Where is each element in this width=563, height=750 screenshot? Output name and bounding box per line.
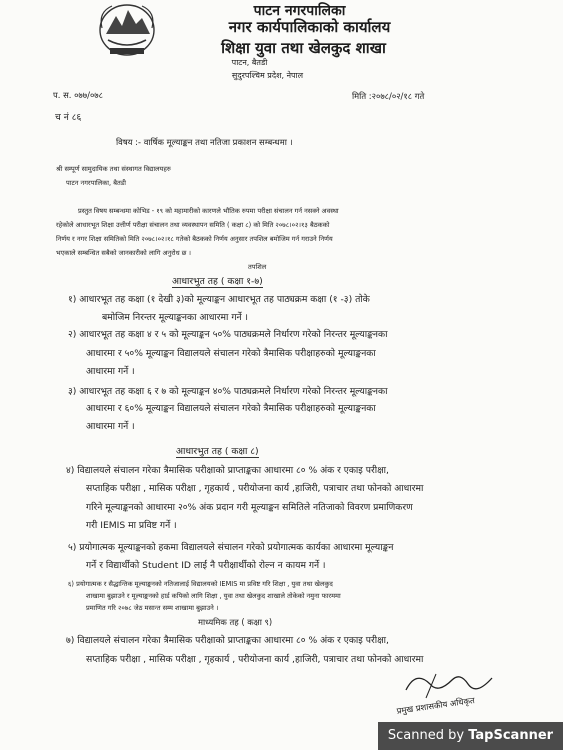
item-3-line-2: आधारमा र ६०% मूल्याङ्कन विद्यालयले संचालन गरेको त्रैमासिक परीक्षाहरुको मूल्याङ्कनका: [86, 403, 376, 414]
item-7-line-1: ७) विद्यालयले संचालन गरेका त्रैमासिक परीक्षाको प्राप्ताङ्कका आधारमा ८० % अंक र एकाइ परीक्षा,: [66, 635, 389, 646]
item-1-line-2: बमोजिम निरन्तर मूल्याङ्कनका आधारमा गर्ने ।: [102, 312, 249, 323]
section-name: शिक्षा युवा तथा खेलकुद शाखा: [221, 39, 386, 57]
intro-line-3: निर्णय र नगर शिक्षा समितिको मिति २०७८।०२।१८ गतेको बैठकको निर्णय अनुसार तपशिल बमोजिम गर्न गराउने निर्णय: [56, 235, 333, 243]
signatory-title: प्रमुख प्रशासकीय अधिकृत: [396, 695, 476, 716]
item-4-line-3: गरिने मूल्याङ्कनको आधारमा २०% अंक प्रदान गरी मूल्याङ्कन समितिले नतिजाको विवरण प्रमाणिकरण: [86, 502, 413, 513]
item-4-line-2: सप्ताहिक परीक्षा , मासिक परीक्षा , गृहकार्य , परीयोजना कार्य ,हाजिरी, पत्राचार तथा फोनको आधारमा: [86, 483, 424, 494]
dispatch-number: च नं ८६: [55, 112, 82, 123]
item-2-line-3: आधारमा गर्ने ।: [86, 366, 135, 377]
municipality-name: पाटन नगरपालिका: [253, 3, 346, 19]
recipient-line-1: श्री सम्पूर्ण सामुदायिक तथा संस्थागत विद्यालयहरु: [56, 165, 171, 173]
office-location: पाटन, बैतडी: [231, 58, 268, 67]
watermark-brand: TapScanner: [468, 728, 554, 743]
watermark-prefix: Scanned by: [387, 728, 469, 743]
item-7-line-2: सप्ताहिक परीक्षा , मासिक परीक्षा , गृहकार्य , परीयोजना कार्य ,हाजिरी, पत्राचार तथा फोनको आधारमा: [86, 654, 424, 665]
office-name: नगर कार्यपालिकाको कार्यालय: [228, 18, 391, 36]
section-basic-1-7-heading: आधारभुत तह ( कक्षा १-७): [172, 276, 263, 287]
item-6-line-3: प्रमाणित गरि २०७८ जेठ मसान्त सम्म शाखामा बुझाउने ।: [86, 604, 219, 612]
subject-line: विषय :- वार्षिक मूल्याङ्कन तथा नतिजा प्रकाशन सम्बन्धमा ।: [116, 137, 293, 147]
item-3-line-3: आधारमा गर्ने ।: [86, 421, 135, 432]
item-5-line-1: ५) प्रयोगात्मक मूल्याङ्कनको हकमा विद्यालयले संचालन गरेको प्रयोगात्मक कार्यका आधारमा मूल्याङ्कन: [68, 542, 394, 553]
tapscanner-watermark: [378, 722, 563, 750]
item-2-line-2: आधारमा र ५०% मूल्याङ्कन विद्यालयले संचालन गरेको त्रैमासिक परीक्षाहरुको मूल्याङ्कनका: [86, 348, 376, 359]
section-basic-8-heading: आधारभुत तह ( कक्षा ८): [176, 446, 259, 457]
intro-line-2: रहेकोले आधारभूत शिक्षा उत्तीर्ण परीक्षा संचालन तथा व्यवस्थापन समिति ( कक्षा ८) को मिति २०७८।०२।१३ बैठकको: [56, 221, 330, 229]
office-province: सुदुरपश्चिम प्रदेश, नेपाल: [231, 71, 304, 80]
item-4-line-1: ४) विद्यालयले संचालन गरेका त्रैमासिक परीक्षाको प्राप्ताङ्कका आधारमा ८० % अंक र एकाइ परीक्षा,: [66, 465, 389, 476]
section-secondary-9-heading: माध्यमिक तह ( कक्षा ९): [198, 617, 273, 627]
item-6-line-1: ६) प्रयोगात्मक र सैद्धान्तिक मूल्याङ्कनको नतिजालाई विद्यालयको IEMIS मा प्रविष्ट गरि शिक्षा , युवा तथा खेलकुद: [68, 580, 333, 588]
intro-line-1: प्रस्तुत विषय सम्बन्धमा कोभिड - १९ को महामारीको कारणले भौतिक रुपमा परीक्षा संचालन गर्न नसक्ने अवस्था: [78, 207, 339, 215]
reference-number: प. स. ०७७/०७८: [53, 90, 104, 100]
tapashil-label: तपशिल: [248, 263, 267, 271]
intro-line-4: भएकाले सम्बन्धित सबैको जानकारीको लागि अनुरोध छ ।: [56, 249, 191, 257]
item-3-line-1: ३) आधारभूत तह कक्षा ६ र ७ को मूल्याङ्कन ४०% पाठ्यक्रमले निर्धारण गरेको निरन्तर मूल्याङ्कनका: [68, 386, 388, 397]
item-1-line-1: १) आधारभूत तह कक्षा (१ देखी ३)को मूल्याङ्कन आधारभूत तह पाठ्यक्रम कक्षा (१ -३) तोके: [68, 294, 370, 305]
letter-date: मिति :२०७८/०२/१८ गते: [352, 91, 425, 101]
item-6-line-2: शाखामा बुझाउने र मूल्याङ्कनको हार्ड कपिको लागि शिक्षा , युवा तथा खेलकुद शाखाले तोकेको नमुना फारममा: [86, 592, 341, 600]
item-5-line-2: गर्ने र विद्यार्थीको Student ID लाई नै परीक्षार्थीको रोल्न न कायम गर्ने ।: [86, 560, 326, 571]
recipient-line-2: पाटन नगरपालिका, बैतडी: [66, 179, 126, 187]
item-4-line-4: गरी IEMIS मा प्रविष्ट गर्ने ।: [86, 520, 177, 531]
item-2-line-1: २) आधारभूत तह कक्षा ४ र ५ को मूल्याङ्कन ५०% पाठ्यक्रमले निर्धारण गरेको निरन्तर मूल्याङ्कनका: [68, 329, 388, 340]
